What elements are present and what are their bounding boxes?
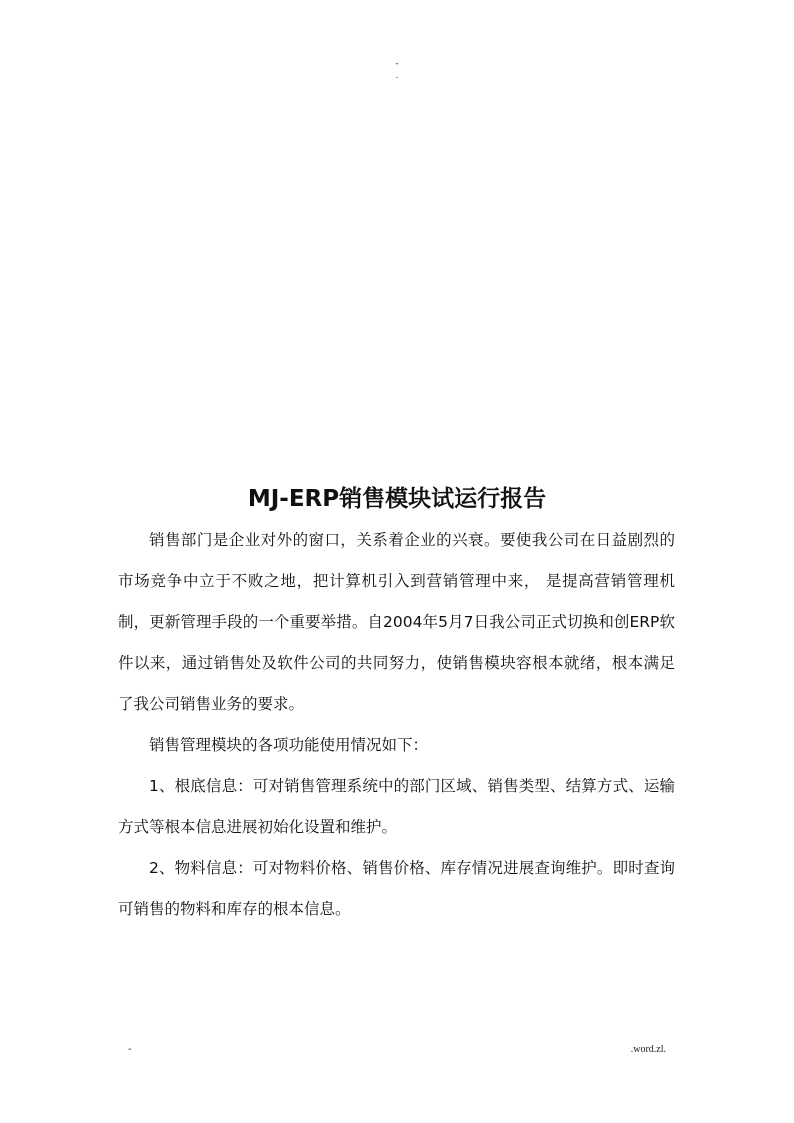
header-dot-mark: .	[395, 71, 399, 81]
paragraph-material-info: 2、物料信息：可对物料价格、销售价格、库存情况进展查询维护。即时查询可销售的物料和库存的根本信息。	[118, 859, 675, 918]
document-title: MJ-ERP销售模块试运行报告	[247, 486, 547, 513]
paragraph-basic-info: 1、根底信息：可对销售管理系统中的部门区域、销售类型、结算方式、运输方式等根本信息进展初始化设置和维护。	[118, 777, 675, 836]
document-body	[118, 520, 675, 930]
footer-left-mark: -	[128, 1044, 132, 1055]
header-dash-mark: -	[395, 59, 399, 69]
footer-source-label: .word.zl.	[630, 1044, 666, 1055]
paragraph-intro: 销售部门是企业对外的窗口，关系着企业的兴衰。要使我公司在日益剧烈的市场竞争中立于不败之地，把计算机引入到营销管理中来， 是提高营销管理机制，更新管理手段的一个重要举措。自2004年5月7日我公司正式切换和创ERP软件以来，通过销售处及软件公司的共同努力，使销售模块容根本就绪，根本满足了我公司销售业务的要求。	[118, 531, 675, 713]
paragraph-functions-heading: 销售管理模块的各项功能使用情况如下：	[149, 736, 429, 754]
